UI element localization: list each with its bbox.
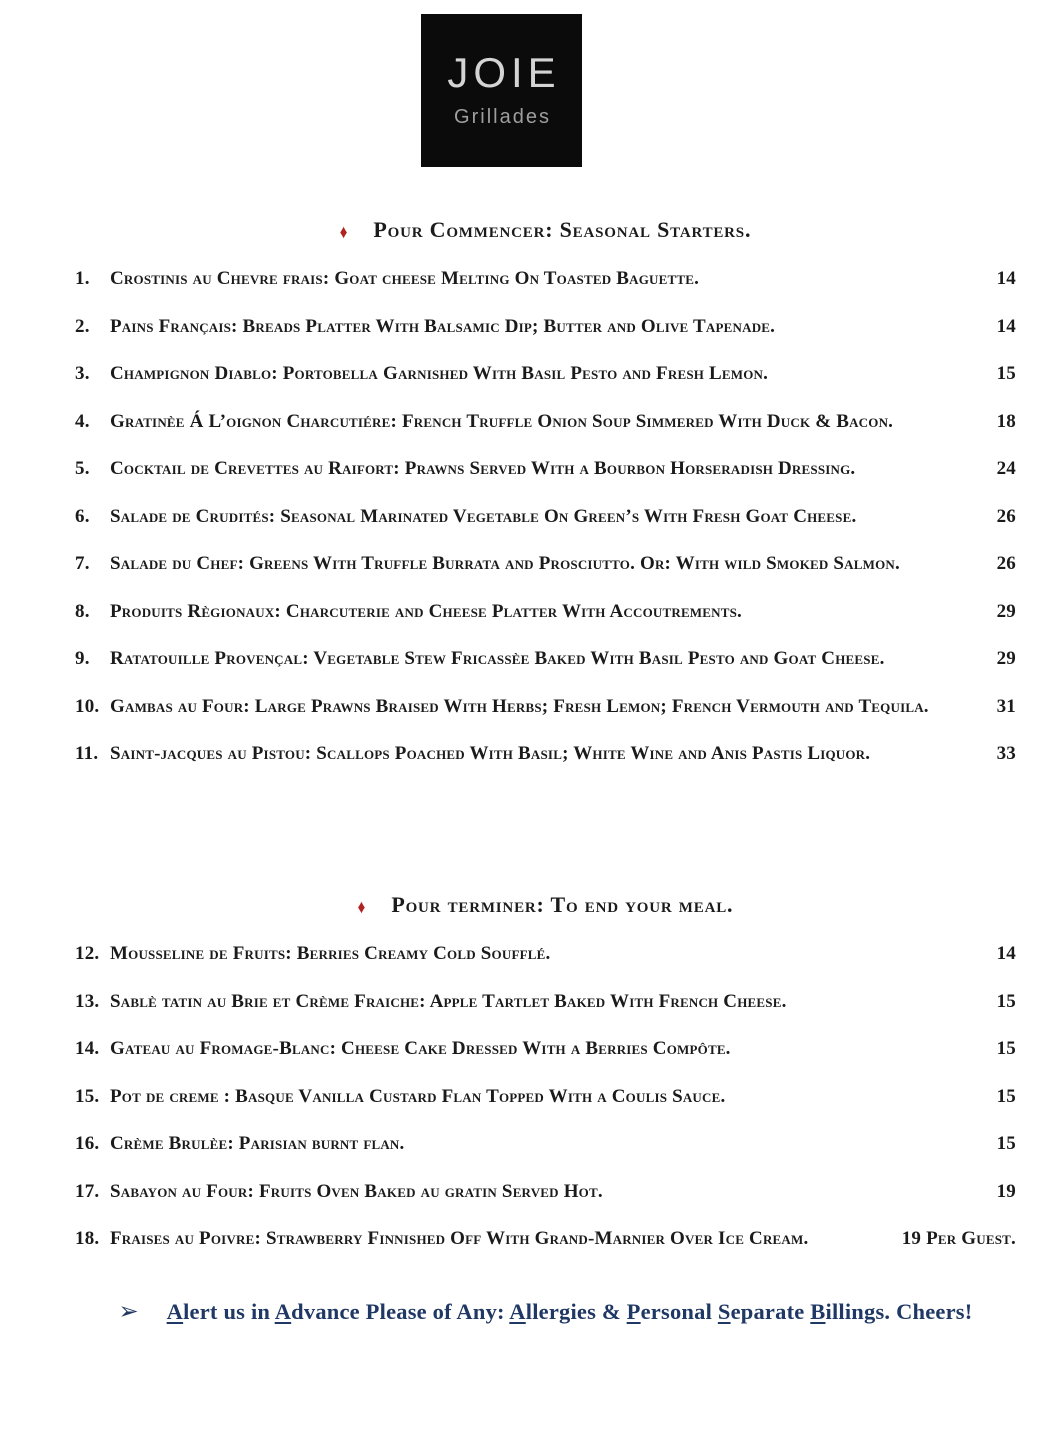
menu-item — [75, 412, 1016, 432]
item-number: 10. — [75, 695, 100, 717]
item-price: 18 — [996, 410, 1016, 432]
menu-item — [75, 459, 1016, 479]
item-number: 14. — [75, 1038, 100, 1059]
item-price: 15 — [996, 1085, 1016, 1107]
item-number: 1. — [75, 268, 90, 289]
menu-item — [75, 1134, 1016, 1154]
item-number: 8. — [75, 600, 90, 622]
item-price: 14 — [996, 943, 1016, 964]
footer-note-segment: P — [626, 1299, 641, 1324]
item-number: 15. — [75, 1085, 100, 1107]
item-number: 13. — [75, 990, 100, 1012]
menu-item — [75, 507, 1016, 527]
item-number: 5. — [75, 458, 90, 479]
arrowhead-bullet-icon: ➢ — [118, 1299, 139, 1325]
footer-note — [75, 1299, 1016, 1325]
footer-note-segment: A — [509, 1299, 526, 1324]
item-price: 33 — [996, 743, 1016, 764]
item-price: 29 — [996, 600, 1016, 622]
restaurant-logo — [421, 14, 582, 167]
item-description: Ratatouille Provençal: Vegetable Stew Fricassèe Baked With Basil Pesto and Goat Cheese. — [110, 648, 885, 669]
menu-item — [75, 649, 1016, 669]
item-price: 29 — [996, 648, 1016, 669]
footer-note-segment: B — [810, 1299, 826, 1324]
menu-item — [75, 744, 1016, 764]
item-description: Crème Brulèe: Parisian burnt flan. — [110, 1133, 405, 1154]
item-price: 31 — [996, 695, 1016, 717]
item-description: Produits Règionaux: Charcuterie and Cheese Platter With Accoutrements. — [110, 600, 742, 622]
item-description: Cocktail de Crevettes au Raifort: Prawns Served With a Bourbon Horseradish Dressing. — [110, 458, 856, 479]
item-number: 7. — [75, 553, 90, 574]
item-description: Salade du Chef: Greens With Truffle Burrata and Prosciutto. Or: With wild Smoked Salmon. — [110, 553, 900, 574]
menu-item — [75, 944, 1016, 964]
item-number: 9. — [75, 648, 90, 669]
logo-subtitle: Grillades — [454, 106, 551, 128]
menu-item — [75, 602, 1016, 622]
item-number: 16. — [75, 1133, 100, 1154]
logo-title: JOIE — [447, 49, 561, 96]
footer-note-segment: A — [274, 1299, 292, 1324]
item-number: 2. — [75, 315, 90, 337]
item-number: 18. — [75, 1228, 100, 1249]
item-description: Champignon Diablo: Portobella Garnished With Basil Pesto and Fresh Lemon. — [110, 363, 769, 384]
menu-item — [75, 1039, 1016, 1059]
item-price: 26 — [996, 553, 1016, 574]
item-description: Pot de creme : Basque Vanilla Custard Flan Topped With a Coulis Sauce. — [110, 1085, 726, 1107]
menu-item — [75, 364, 1016, 384]
item-price: 24 — [996, 458, 1016, 479]
section-title-starters: Pour Commencer: Seasonal Starters. — [373, 217, 752, 242]
footer-note-segment: S — [717, 1299, 731, 1324]
item-description: Saint-jacques au Pistou: Scallops Poached With Basil; White Wine and Anis Pastis Liquor. — [110, 743, 871, 764]
menu-item — [75, 992, 1016, 1012]
menu-item — [75, 1087, 1016, 1107]
item-number: 11. — [75, 743, 99, 764]
menu-item — [75, 269, 1016, 289]
menu-item — [75, 317, 1016, 337]
footer-note-segment: A — [166, 1299, 184, 1324]
item-description: Fraises au Poivre: Strawberry Finnished Off With Grand-Marnier Over Ice Cream. — [110, 1228, 809, 1249]
footer-note-segment: ersonal — [640, 1299, 718, 1324]
item-description: Sabayon au Four: Fruits Oven Baked au gratin Served Hot. — [110, 1180, 603, 1202]
footer-note-text — [167, 1299, 973, 1325]
item-number: 17. — [75, 1180, 100, 1202]
item-price: 15 — [996, 1038, 1016, 1059]
item-description: Pains Français: Breads Platter With Balsamic Dip; Butter and Olive Tapenade. — [110, 315, 776, 337]
menu-item — [75, 1182, 1016, 1202]
section-heading-starters — [75, 217, 1016, 243]
starters-item-list — [75, 269, 1016, 764]
item-description: Gambas au Four: Large Prawns Braised With Herbs; Fresh Lemon; French Vermouth and Tequila. — [110, 695, 929, 717]
item-number: 4. — [75, 410, 90, 432]
footer-note-segment: llergies & — [525, 1299, 627, 1324]
item-price: 15 — [996, 363, 1016, 384]
item-description: Crostinis au Chevre frais: Goat cheese Melting On Toasted Baguette. — [110, 268, 700, 289]
footer-note-segment: lert us in — [183, 1299, 275, 1324]
menu-item — [75, 697, 1016, 717]
item-description: Gratinèe Á L’oignon Charcutiére: French Truffle Onion Soup Simmered With Duck & Bacon. — [110, 410, 894, 432]
item-description: Mousseline de Fruits: Berries Creamy Cold Soufflé. — [110, 943, 551, 964]
footer-note-segment: dvance Please of Any: — [291, 1299, 510, 1324]
desserts-item-list — [75, 944, 1016, 1249]
footer-note-segment: eparate — [730, 1299, 811, 1324]
item-number: 6. — [75, 505, 90, 527]
item-price: 15 — [996, 1133, 1016, 1154]
item-price: 14 — [996, 268, 1016, 289]
item-price: 14 — [996, 315, 1016, 337]
section-heading-desserts — [75, 892, 1016, 918]
diamond-bullet-icon: ♦ — [339, 222, 348, 243]
item-description: Gateau au Fromage-Blanc: Cheese Cake Dressed With a Berries Compôte. — [110, 1038, 731, 1059]
item-number: 3. — [75, 363, 90, 384]
footer-note-segment: illings. Cheers! — [825, 1299, 973, 1324]
item-description: Sablè tatin au Brie et Crème Fraiche: Apple Tartlet Baked With French Cheese. — [110, 990, 787, 1012]
item-number: 12. — [75, 943, 100, 964]
menu-item — [75, 1229, 1016, 1249]
item-price: 15 — [996, 990, 1016, 1012]
item-price: 19 Per Guest. — [901, 1228, 1016, 1249]
item-description: Salade de Crudités: Seasonal Marinated Vegetable On Green’s With Fresh Goat Cheese. — [110, 505, 857, 527]
diamond-bullet-icon: ♦ — [357, 897, 366, 918]
item-price: 26 — [996, 505, 1016, 527]
menu-content — [0, 217, 1054, 1325]
menu-page — [0, 14, 1054, 1435]
section-title-desserts: Pour terminer: To end your meal. — [391, 892, 734, 917]
menu-item — [75, 554, 1016, 574]
item-price: 19 — [996, 1180, 1016, 1202]
